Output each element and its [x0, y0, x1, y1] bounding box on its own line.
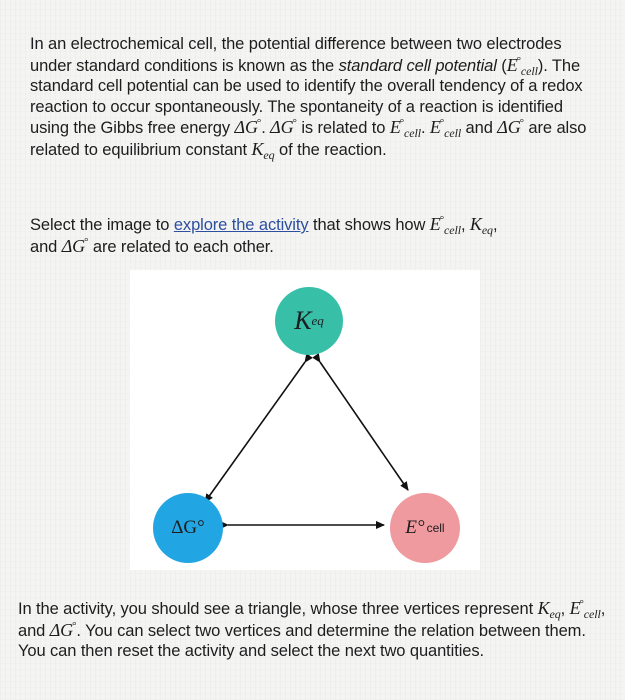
explore-activity-link[interactable]: explore the activity — [173, 216, 309, 234]
math-dg-2: ΔG° — [270, 117, 297, 137]
math-dg-4: ΔG° — [61, 235, 89, 256]
math-dg-5: ΔG° — [49, 619, 77, 640]
vertex-dg-label: ΔG° — [171, 517, 205, 538]
select-text-1: Select the image to — [30, 216, 174, 234]
intro-text-6: and — [461, 119, 498, 137]
intro-paragraph — [30, 34, 605, 160]
math-ecell: $E^\circ_{cell}$ — [506, 54, 538, 78]
arrow-keq-dg — [205, 362, 305, 502]
arrow-keq-ecell — [320, 362, 408, 490]
intro-text-italic: standard cell potential — [338, 56, 497, 75]
intro-text-1b: ( — [496, 56, 507, 75]
math-dg: ΔG° — [234, 117, 262, 137]
math-ecell-4: $E^\circ_{cell}$ — [429, 214, 461, 237]
intro-text-4: is related to — [296, 119, 390, 137]
vertex-ecell-label: E° — [405, 517, 425, 538]
intro-text-5: . — [420, 119, 430, 137]
intro-text-3: . — [261, 119, 271, 137]
vertex-keq-label: K — [294, 306, 312, 335]
math-keq-3: $K_{eq}$ — [537, 598, 561, 621]
vertex-dg[interactable] — [153, 493, 223, 563]
intro-text-1: In an electrochemical cell, the potential difference between two electrodes under standard conditions is known as the — [30, 35, 562, 75]
math-dg-3: ΔG° — [497, 117, 524, 137]
math-ecell-2: $E^\circ_{cell}$ — [389, 117, 421, 140]
footer-text-1: In the activity, you should see a triangle, whose three vertices represent — [18, 600, 538, 618]
math-keq-2: $K_{eq}$ — [469, 214, 493, 237]
select-text-4: , — [492, 216, 498, 234]
select-text-3: , — [460, 216, 470, 234]
footer-paragraph — [18, 598, 608, 662]
footer-text-2: , — [560, 600, 570, 618]
activity-diagram[interactable] — [130, 270, 480, 570]
intro-text-7: are also related to equilibrium constant — [30, 119, 587, 159]
footer-text-4: . You can select two vertices and determine the relation between them. You can then reset the activity and select the next two quantities. — [18, 621, 586, 660]
math-ecell-5: $E^\circ_{cell}$ — [569, 598, 601, 621]
select-text-6: are related to each other. — [88, 237, 274, 256]
footer-text-3: , and — [18, 600, 606, 640]
select-paragraph — [30, 214, 605, 257]
select-text-5: and — [30, 237, 62, 256]
vertex-ecell[interactable] — [390, 493, 460, 563]
intro-text-2: ). The standard cell potential can be used to identify the overall tendency of a redox reaction to occur spontaneously. The spontaneity of a reaction is identified using the Gibbs free energy — [30, 56, 583, 137]
select-text-2: that shows how — [308, 216, 430, 234]
vertex-keq-sub: eq — [311, 313, 324, 328]
vertex-keq[interactable] — [275, 287, 343, 355]
math-keq: $K_{eq}$ — [251, 138, 275, 162]
intro-text-8: of the reaction. — [274, 140, 387, 159]
math-ecell-3: $E^\circ_{cell}$ — [429, 117, 462, 140]
vertex-ecell-sub: cell — [426, 521, 445, 535]
